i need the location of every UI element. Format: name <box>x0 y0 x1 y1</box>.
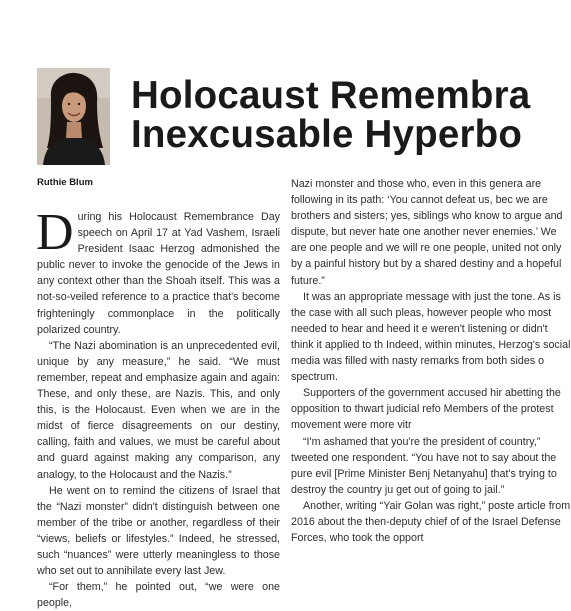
paragraph-4: “For them,” he pointed out, “we were one people, <box>37 581 280 610</box>
paragraph-8: “I'm ashamed that you're the president of country,” tweeted one respondent. “You have not to say about the pure evil [Prime Minister Benj Netanyahu] that's trying to destroy the country ju get out of going to jail.” <box>291 435 557 496</box>
paragraph-3: He went on to remind the citizens of Israel that the “Nazi monster” didn't distinguish between one member of the tribe or another, regardless of their “views, beliefs or lifestyles.” Indeed, he stressed, such “nuances” were utterly meaningless to those who set out to annihilate every last Jew. <box>37 484 280 578</box>
paragraph-1 <box>36 204 280 338</box>
article-headline <box>131 76 530 154</box>
headline-line-2: Inexcusable Hyperbo <box>131 113 523 156</box>
author-portrait-image <box>37 68 110 165</box>
headline-line-1: Holocaust Remembra <box>131 74 531 117</box>
article-column-right <box>291 176 571 546</box>
paragraph-9: Another, writing “Yair Golan was right,” poste article from 2016 about the then-deputy chief of of the Israel Defense Forces, who took the opport <box>291 499 571 545</box>
paragraph-6: It was an appropriate message with just the tone. As is the case with all such pleas, however people who most needed to hear and heed it e weren't listening or didn't think it applied to th Indeed, within minutes, Herzog's social media was filled with nasty remarks from both sides o spectrum. <box>291 290 571 384</box>
paragraph-2: “The Nazi abomination is an unprecedented evil, unique by any measure,” he said. “We must remember, repeat and emphasize again and again: These, and only these, are Nazis. This, and only this, is the Holocaust. Even when we are in the midst of fierce disagreements on our destiny, calling, faith and values, we must be careful about and guard against making any comparison, any analogy, to the Holocaust and the Nazis.” <box>37 339 280 481</box>
paragraph-7: Supporters of the government accused hir abetting the opposition to thwart judicial refo Members of the protest movement were more vitr <box>291 387 561 432</box>
paragraph-5: Nazi monster and those who, even in this genera are following in its path: ‘You cannot defeat us, bec we are brothers and sisters; yes, siblings who know to argue and dispute, but never hate one another never enemies.’ We are one people and we will re one people, united not only by a painful history but by a shared destiny and a hopeful future.” <box>291 178 563 287</box>
author-photo <box>37 68 110 165</box>
drop-cap: D <box>36 204 74 261</box>
author-byline: Ruthie Blum <box>37 177 93 188</box>
paragraph-1-text: uring his Holocaust Remembrance Day speech on April 17 at Yad Vashem, Israeli President Isaac Herzog admonished the public never to invoke the genocide of the Jews in any context other than the Shoah itself. This was a not-so-veiled reference to a practice that's become frighteningly commonplace in the politically polarized country. <box>37 211 280 336</box>
article-column-left <box>36 204 280 611</box>
